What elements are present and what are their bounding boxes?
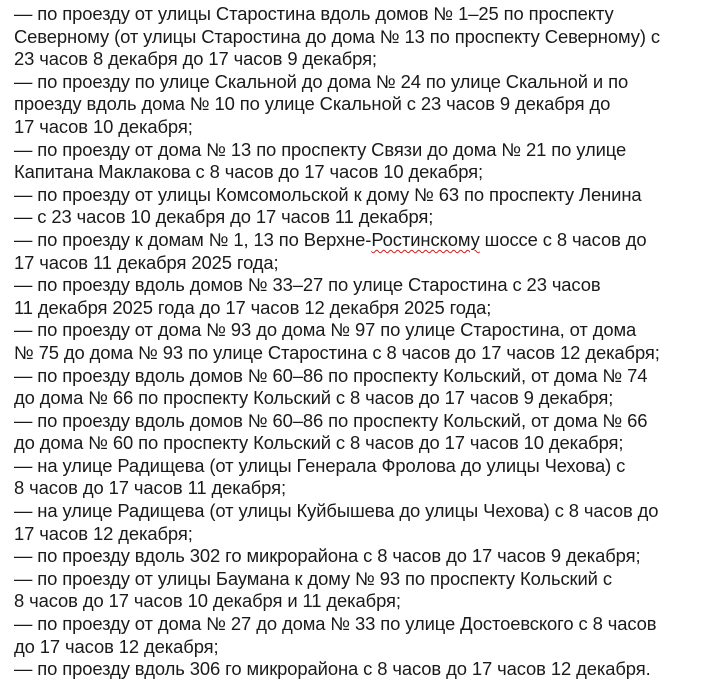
text-line: — по проезду по улице Скальной до дома № 24 по улице Скальной и по [14, 70, 629, 92]
text-line-with-spellcheck [14, 229, 714, 252]
text-line: — по проезду вдоль 302 го микрорайона с 8 часов до 17 часов 9 декабря; [14, 545, 641, 567]
text-line: 8 часов до 17 часов 11 декабря; [14, 477, 286, 499]
text-line: 11 декабря 2025 года до 17 часов 12 декабря 2025 года; [14, 296, 492, 318]
text-line: — по проезду вдоль домов № 33–27 по улице Старостина с 23 часов [14, 274, 601, 296]
text-line: 23 часов 8 декабря до 17 часов 9 декабря; [14, 48, 377, 70]
text-line: 8 часов до 17 часов 10 декабря и 11 декабря; [14, 590, 401, 612]
text-line: 17 часов 10 декабря; [14, 115, 193, 137]
text-line: до дома № 60 по проспекту Кольский с 8 часов до 17 часов 10 декабря; [14, 432, 624, 454]
text-line: Северному (от улицы Старостина до дома № 13 по проспекту Северному) с [14, 25, 660, 47]
text-line: проезду вдоль дома № 10 по улице Скальной с 23 часов 9 декабря до [14, 93, 611, 115]
text-line: 17 часов 12 декабря; [14, 522, 193, 544]
text-line: — по проезду от дома № 13 по проспекту Связи до дома № 21 по улице [14, 138, 627, 160]
text-segment: шоссе с 8 часов до [479, 228, 647, 250]
text-line: — по проезду от улицы Старостина вдоль домов № 1–25 по проспекту [14, 3, 614, 24]
text-line: Капитана Маклакова с 8 часов до 17 часов 10 декабря; [14, 161, 483, 183]
text-line: — по проезду от улицы Комсомольской к дому № 63 по проспекту Ленина [14, 183, 642, 205]
text-line: — по проезду вдоль домов № 60–86 по проспекту Кольский, от дома № 66 [14, 409, 648, 431]
text-line: № 75 до дома № 93 по улице Старостина с 8 часов до 17 часов 12 декабря; [14, 341, 660, 363]
text-line: — по проезду от улицы Баумана к дому № 93 по проспекту Кольский с [14, 567, 612, 589]
text-line: до дома № 66 по проспекту Кольский с 8 часов до 17 часов 9 декабря; [14, 387, 614, 409]
text-line: — по проезду от дома № 93 до дома № 97 по улице Старостина, от дома [14, 319, 637, 341]
document-body [14, 3, 714, 681]
spellcheck-flagged-word[interactable]: Ростинскому [371, 228, 480, 250]
text-line: — с 23 часов 10 декабря до 17 часов 11 декабря; [14, 206, 434, 228]
text-line: — по проезду вдоль 306 го микрорайона с 8 часов до 17 часов 12 декабря. [14, 658, 651, 680]
text-line: — на улице Радищева (от улицы Генерала Фролова до улицы Чехова) с [14, 454, 626, 476]
text-line: — по проезду от дома № 27 до дома № 33 по улице Достоевского с 8 часов [14, 613, 657, 635]
text-line: 17 часов 11 декабря 2025 года; [14, 251, 279, 273]
text-line: до 17 часов 12 декабря; [14, 635, 219, 657]
text-segment: — по проезду к домам № 1, 13 по Верхне- [14, 228, 372, 250]
text-line: — по проезду вдоль домов № 60–86 по проспекту Кольский, от дома № 74 [14, 364, 648, 386]
text-line: — на улице Радищева (от улицы Куйбышева до улицы Чехова) с 8 часов до [14, 500, 659, 522]
